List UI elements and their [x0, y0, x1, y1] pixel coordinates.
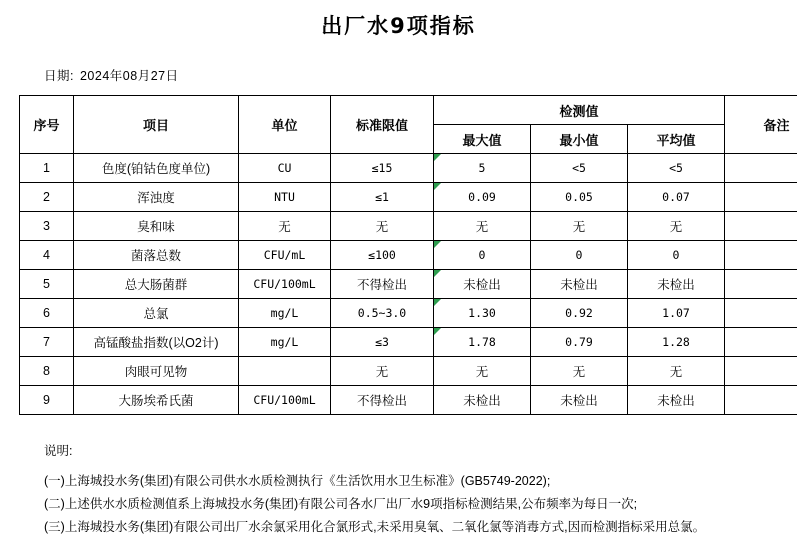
cell-unit: CFU/100mL	[239, 270, 331, 299]
cell-avg: 1.28	[628, 328, 725, 357]
cell-unit: CFU/mL	[239, 241, 331, 270]
cell-avg: 1.07	[628, 299, 725, 328]
cell-seq: 3	[20, 212, 74, 241]
cell-remark	[725, 241, 797, 270]
header-limit: 标准限值	[331, 96, 434, 154]
cell-item: 色度(铂钴色度单位)	[74, 154, 239, 183]
cell-remark	[725, 154, 797, 183]
cell-seq: 8	[20, 357, 74, 386]
cell-limit: 无	[331, 212, 434, 241]
cell-min: 0	[531, 241, 628, 270]
cell-min: <5	[531, 154, 628, 183]
table-row	[20, 357, 797, 386]
cell-avg: 无	[628, 357, 725, 386]
note-line: (三)上海城投水务(集团)有限公司出厂水余氯采用化合氯形式,未采用臭氧、二氧化氯等消毒方式,因而检测指标采用总氯。	[44, 517, 797, 537]
date-value: 2024年08月27日	[80, 69, 179, 83]
cell-seq: 7	[20, 328, 74, 357]
water-quality-table	[19, 95, 797, 415]
cell-unit: mg/L	[239, 299, 331, 328]
header-remark: 备注	[725, 96, 797, 154]
cell-item: 肉眼可见物	[74, 357, 239, 386]
cell-min: 无	[531, 212, 628, 241]
cell-min: 0.05	[531, 183, 628, 212]
cell-limit: ≤15	[331, 154, 434, 183]
cell-limit: 无	[331, 357, 434, 386]
cell-max: 5	[434, 154, 531, 183]
cell-limit: 不得检出	[331, 270, 434, 299]
cell-avg: 无	[628, 212, 725, 241]
note-line: (一)上海城投水务(集团)有限公司供水水质检测执行《生活饮用水卫生标准》(GB5749-2022);	[44, 471, 797, 491]
cell-item: 臭和味	[74, 212, 239, 241]
cell-limit: ≤3	[331, 328, 434, 357]
table-body	[20, 154, 797, 415]
cell-avg: 0.07	[628, 183, 725, 212]
cell-unit: CFU/100mL	[239, 386, 331, 415]
table-row	[20, 328, 797, 357]
cell-min: 无	[531, 357, 628, 386]
cell-seq: 2	[20, 183, 74, 212]
cell-seq: 5	[20, 270, 74, 299]
cell-max: 1.30	[434, 299, 531, 328]
table-header-row-1	[20, 96, 797, 125]
cell-unit: mg/L	[239, 328, 331, 357]
date-label: 日期:	[44, 69, 74, 83]
cell-limit: 0.5~3.0	[331, 299, 434, 328]
cell-item: 总大肠菌群	[74, 270, 239, 299]
cell-item: 总氯	[74, 299, 239, 328]
cell-limit: ≤1	[331, 183, 434, 212]
cell-seq: 6	[20, 299, 74, 328]
cell-unit: NTU	[239, 183, 331, 212]
header-seq: 序号	[20, 96, 74, 154]
cell-remark	[725, 357, 797, 386]
cell-item: 浑浊度	[74, 183, 239, 212]
header-unit: 单位	[239, 96, 331, 154]
cell-seq: 9	[20, 386, 74, 415]
cell-unit	[239, 357, 331, 386]
table-row	[20, 241, 797, 270]
page-title: 出厂水9项指标	[0, 10, 797, 40]
cell-remark	[725, 328, 797, 357]
cell-avg: <5	[628, 154, 725, 183]
header-max: 最大值	[434, 125, 531, 154]
table-row	[20, 183, 797, 212]
table-row	[20, 270, 797, 299]
cell-max: 无	[434, 357, 531, 386]
cell-item: 高锰酸盐指数(以O2计)	[74, 328, 239, 357]
cell-min: 0.79	[531, 328, 628, 357]
cell-item: 大肠埃希氏菌	[74, 386, 239, 415]
header-measured: 检测值	[434, 96, 725, 125]
cell-remark	[725, 386, 797, 415]
header-min: 最小值	[531, 125, 628, 154]
cell-remark	[725, 212, 797, 241]
notes-section	[44, 441, 797, 537]
note-line: (二)上述供水水质检测值系上海城投水务(集团)有限公司各水厂出厂水9项指标检测结果,公布频率为每日一次;	[44, 494, 797, 514]
cell-limit: 不得检出	[331, 386, 434, 415]
cell-min: 0.92	[531, 299, 628, 328]
cell-item: 菌落总数	[74, 241, 239, 270]
table-row	[20, 212, 797, 241]
table-row	[20, 386, 797, 415]
cell-unit: 无	[239, 212, 331, 241]
cell-remark	[725, 183, 797, 212]
table-row	[20, 154, 797, 183]
header-item: 项目	[74, 96, 239, 154]
cell-avg: 未检出	[628, 270, 725, 299]
cell-max: 无	[434, 212, 531, 241]
report-date	[44, 66, 797, 84]
cell-min: 未检出	[531, 386, 628, 415]
cell-avg: 0	[628, 241, 725, 270]
cell-remark	[725, 270, 797, 299]
notes-title: 说明:	[44, 441, 797, 461]
cell-remark	[725, 299, 797, 328]
notes-list	[44, 471, 797, 537]
cell-max: 未检出	[434, 270, 531, 299]
cell-seq: 4	[20, 241, 74, 270]
cell-max: 0.09	[434, 183, 531, 212]
header-avg: 平均值	[628, 125, 725, 154]
cell-max: 1.78	[434, 328, 531, 357]
cell-seq: 1	[20, 154, 74, 183]
cell-limit: ≤100	[331, 241, 434, 270]
cell-avg: 未检出	[628, 386, 725, 415]
cell-unit: CU	[239, 154, 331, 183]
cell-max: 未检出	[434, 386, 531, 415]
cell-min: 未检出	[531, 270, 628, 299]
cell-max: 0	[434, 241, 531, 270]
table-row	[20, 299, 797, 328]
